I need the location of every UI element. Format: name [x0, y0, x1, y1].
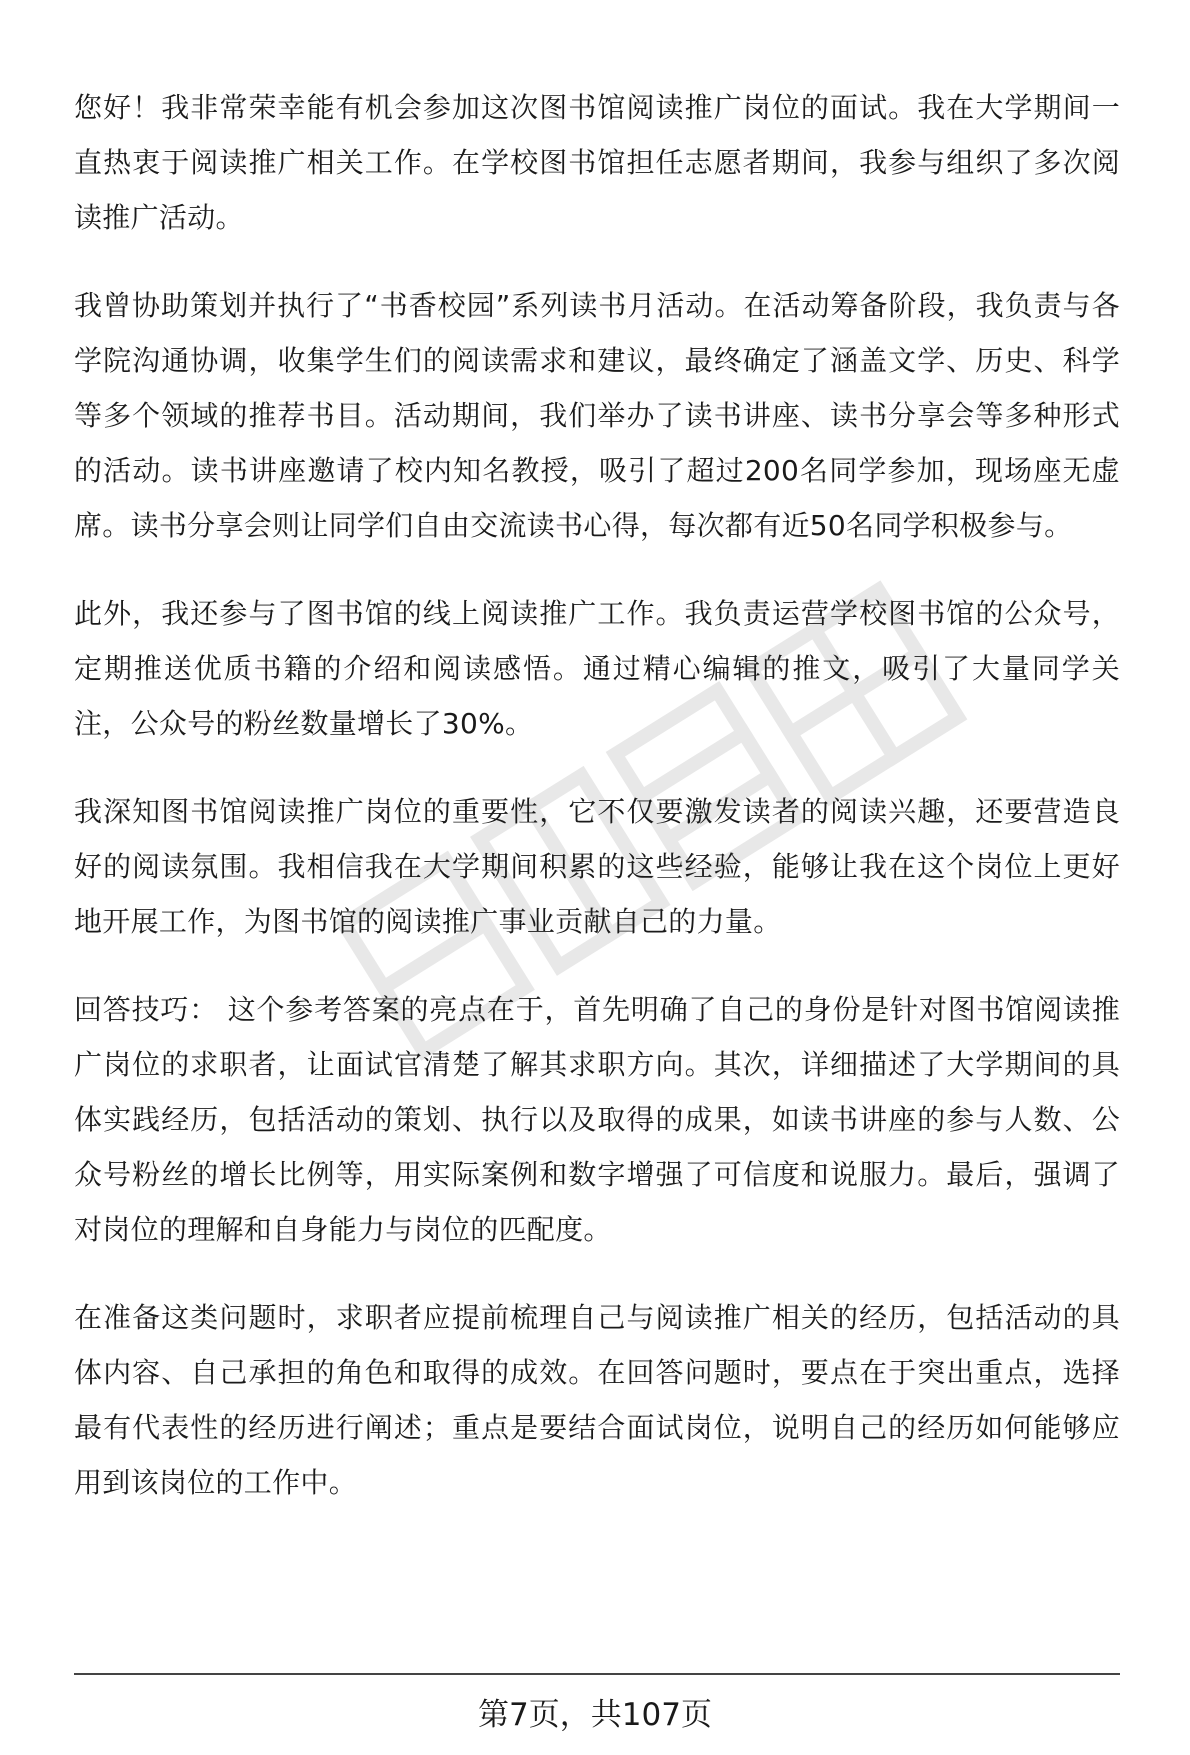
paragraph-understanding: 我深知图书馆阅读推广岗位的重要性，它不仅要激发读者的阅读兴趣，还要营造良好的阅读氛围。我相信我在大学期间积累的这些经验，能够让我在这个岗位上更好地开展工作，为图书馆的阅读推广事业贡献自己的力量。 — [74, 795, 1120, 938]
paragraph-online-promotion: 此外，我还参与了图书馆的线上阅读推广工作。我负责运营学校图书馆的公众号，定期推送优质书籍的介绍和阅读感悟。通过精心编辑的推文，吸引了大量同学关注，公众号的粉丝数量增长了30%。 — [74, 597, 1120, 740]
paragraph-preparation-advice: 在准备这类问题时，求职者应提前梳理自己与阅读推广相关的经历，包括活动的具体内容、自己承担的角色和取得的成效。在回答问题时，要点在于突出重点，选择最有代表性的经历进行阐述；重点是要结合面试岗位，说明自己的经历如何能够应用到该岗位的工作中。 — [74, 1301, 1120, 1499]
footer-divider — [74, 1673, 1120, 1675]
paragraph-intro: 您好！我非常荣幸能有机会参加这次图书馆阅读推广岗位的面试。我在大学期间一直热衷于阅读推广相关工作。在学校图书馆担任志愿者期间，我参与组织了多次阅读推广活动。 — [74, 91, 1120, 234]
page-number: 第7页，共107页 — [478, 1697, 712, 1733]
paragraph-answer-tips: 回答技巧： 这个参考答案的亮点在于，首先明确了自己的身份是针对图书馆阅读推广岗位的求职者，让面试官清楚了解其求职方向。其次，详细描述了大学期间的具体实践经历，包括活动的策划、执行以及取得的成果，如读书讲座的参与人数、公众号粉丝的增长比例等，用实际案例和数字增强了可信度和说服力。最后，强调了对岗位的理解和自身能力与岗位的匹配度。 — [74, 993, 1120, 1246]
paragraph-reading-month: 我曾协助策划并执行了“书香校园”系列读书月活动。在活动筹备阶段，我负责与各学院沟通协调，收集学生们的阅读需求和建议，最终确定了涵盖文学、历史、科学等多个领域的推荐书目。活动期间，我们举办了读书讲座、读书分享会等多种形式的活动。读书讲座邀请了校内知名教授，吸引了超过200名同学参加，现场座无虚席。读书分享会则让同学们自由交流读书心得，每次都有近50名同学积极参与。 — [74, 289, 1120, 542]
document-body — [74, 80, 1120, 1543]
